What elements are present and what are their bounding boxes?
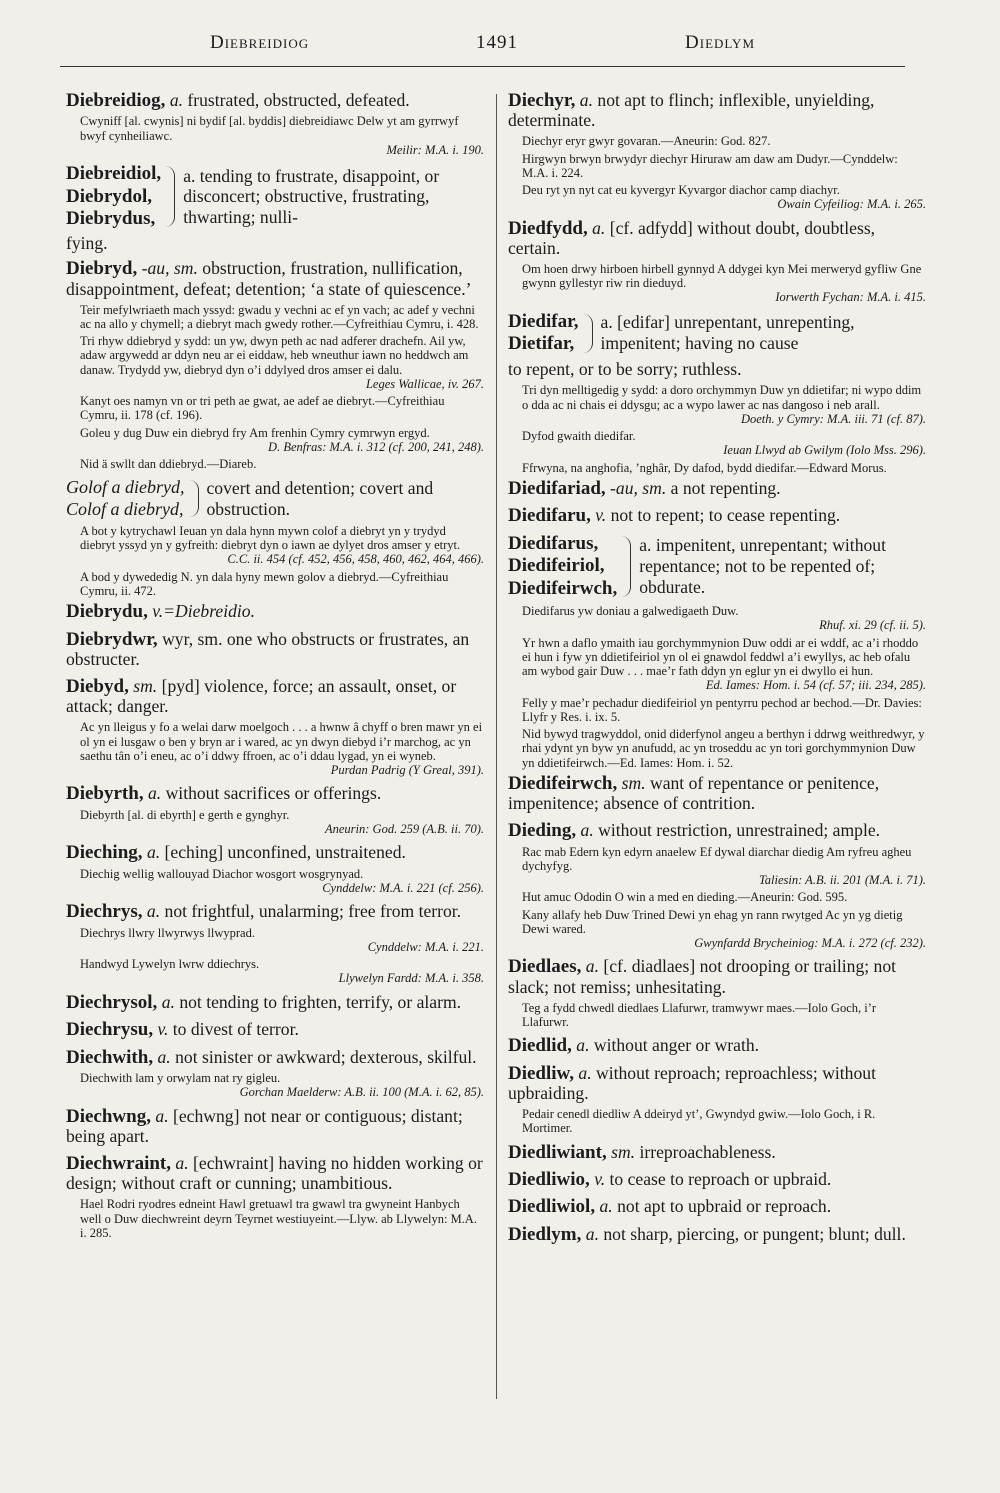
citation-list xyxy=(522,383,926,475)
citation-text: Goleu y dug Duw ein diebryd fry Am frenhin Cymry cymrwyn ergyd. xyxy=(80,425,430,440)
definition: without sacrifices or offerings. xyxy=(165,783,382,804)
running-header xyxy=(60,32,905,62)
headword: Diedliw, xyxy=(508,1062,574,1084)
headword: Dieding, xyxy=(508,820,577,842)
citation xyxy=(522,890,926,904)
grammar-label: sm. xyxy=(611,1141,636,1162)
citation-source: Aneurin: God. 259 (A.B. ii. 70). xyxy=(324,822,484,836)
entry-group xyxy=(66,163,484,230)
citation-text: Kany allafy heb Duw Trined Dewi yn ehag yn rann rwytged Ac yn yg dietig Dewi wared. xyxy=(522,907,903,936)
definition: irreproachableness. xyxy=(639,1141,776,1162)
headword: Diebreidiol, xyxy=(66,163,162,185)
definition: a. impenitent, unrepentant; without repentance; not to be repented of; obdurate. xyxy=(639,535,886,597)
citation xyxy=(80,334,484,391)
headword: Diechrysol, xyxy=(66,991,158,1013)
headword: Diebyrth, xyxy=(66,783,144,805)
citation-source: Leges Wallicae, iv. 267. xyxy=(365,376,484,391)
grouped-headwords xyxy=(66,477,185,519)
headword: Diechrys, xyxy=(66,901,143,923)
citation xyxy=(522,908,926,951)
definition: frustrated, obstructed, defeated. xyxy=(187,90,410,110)
headword: Diedlid, xyxy=(508,1035,572,1057)
grammar-label: v. xyxy=(595,505,607,526)
citation xyxy=(80,114,484,157)
citation-source: Cynddelw: M.A. i. 221 (cf. 256). xyxy=(322,880,484,895)
definition: covert and detention; covert and obstruction. xyxy=(206,477,434,519)
headword: Diebryd, xyxy=(66,258,138,280)
headword: Diedifarus, xyxy=(508,532,599,554)
definition: not sharp, piercing, or pungent; blunt; dull. xyxy=(603,1223,906,1244)
headword: Diedifariad, xyxy=(508,477,606,499)
entry-line xyxy=(66,258,484,299)
citation-text: Dyfod gwaith diedifar. xyxy=(522,429,636,444)
entry-line xyxy=(508,1196,926,1217)
dictionary-entry xyxy=(66,676,484,777)
dictionary-entry xyxy=(508,820,926,950)
headword: Diedfydd, xyxy=(508,217,588,239)
grouped-headwords xyxy=(66,163,161,230)
grammar-label: -au, sm. xyxy=(610,477,667,498)
grammar-label: a. xyxy=(579,90,593,110)
citation-text: Yr hwn a daflo ymaith iau gorchymmynion Duw oddi ar ei wddf, ac a’i rhoddo ei hun i fyw yn ddietifeiriol yn ol ei gnawdol feddwl a’i ewyllys, ac heb ofalu am wybod gair Duw . . . mae’r fath ddyn yn eglur yn ei dwyllo ei hun. xyxy=(522,635,919,679)
header-left-guide-word: Diebreidiog xyxy=(210,32,310,53)
dictionary-entry xyxy=(66,1019,484,1040)
definition: [cf. adfydd] without doubt, doubtless, certain. xyxy=(508,217,876,259)
grouped-headwords xyxy=(508,533,617,600)
citation-list xyxy=(522,1107,926,1136)
grammar-label: a. xyxy=(592,217,606,238)
citation xyxy=(80,570,484,599)
citation-text: Tri rhyw ddiebryd y sydd: un yw, dwyn peth ac nad adferer drachefn. Ail yw, adaw argywedd ar ddyn neu ar ei eiddaw, heb wneuthur iawn no heddwch am danaw. Trydydd yw, diebryd dyn o’i ddylyed dros amser ei dalu. xyxy=(80,334,469,377)
header-right-guide-word: Diedlym xyxy=(685,32,755,53)
entry-line xyxy=(66,1019,484,1040)
grammar-label: v. xyxy=(157,1019,169,1040)
citation-text: Diechyr eryr gwyr govaran.—Aneurin: God. 827. xyxy=(522,134,771,149)
entry-group xyxy=(508,533,926,600)
dictionary-entry xyxy=(66,629,484,670)
citation-list xyxy=(522,604,926,770)
headword: Diedifar, xyxy=(508,310,579,332)
definition: obstruction, frustration, nullification, disappointment, defeat; detention; ‘a state of quiescence.’ xyxy=(66,258,472,299)
citation-text: Teg a fydd chwedl diedlaes Llafurwr, tramwywr maes.—Iolo Goch, i’r Llafurwr. xyxy=(522,1000,877,1029)
page-number: 1491 xyxy=(476,32,518,53)
entry-line xyxy=(508,1063,926,1104)
citation-text: Diechig wellig wallouyad Diachor wosgort wosgrynyad. xyxy=(80,866,364,881)
entry-line xyxy=(508,218,926,259)
headword: Diebrydwr, xyxy=(66,628,158,650)
citation-text: Diedifarus yw doniau a galwedigaeth Duw. xyxy=(522,604,739,619)
headword: Diedliwio, xyxy=(508,1168,590,1190)
citation xyxy=(80,394,484,423)
headword: Diedliwiant, xyxy=(508,1141,607,1163)
entry-line xyxy=(508,1224,926,1245)
citation-text: Diechrys llwry llwyrwys llwyprad. xyxy=(80,925,255,940)
entry-line xyxy=(508,505,926,526)
citation-text: A bod y dywededig N. yn dala hyny mewn golov a diebryd.—Cyfreithiau Cymru, ii. 472. xyxy=(80,569,449,598)
citation-list xyxy=(80,303,484,472)
citation xyxy=(522,134,926,148)
entry-line xyxy=(66,901,484,922)
headword: Diedliwiol, xyxy=(508,1196,596,1218)
headword: Diedifeirwch, xyxy=(508,577,618,599)
entry-line xyxy=(508,90,926,131)
dictionary-entry xyxy=(66,90,484,157)
grammar-label: a. xyxy=(585,956,599,977)
citation-list xyxy=(80,867,484,896)
dictionary-entry xyxy=(508,1224,926,1245)
dictionary-entry xyxy=(508,478,926,499)
citation-source: Doeth. y Cymry: M.A. iii. 71 (cf. 87). xyxy=(740,411,926,426)
definition: not frightful, unalarming; free from terror. xyxy=(164,901,462,922)
citation-list xyxy=(522,845,926,951)
citation-text: Diechwith lam y orwylam nat ry gigleu. xyxy=(80,1071,281,1086)
grammar-label: a. xyxy=(147,783,162,804)
citation-text: Rac mab Edern kyn edyrn anaelew Ef dywal diarchar diedig Am ryfreu agheu dychyfyg. xyxy=(522,844,912,873)
brace xyxy=(621,536,631,597)
dictionary-entry xyxy=(508,1196,926,1217)
citation-source: Iorwerth Fychan: M.A. i. 415. xyxy=(775,290,926,305)
citation xyxy=(522,727,926,770)
citation-list xyxy=(80,926,484,986)
citation-source: D. Benfras: M.A. i. 312 (cf. 200, 241, 248). xyxy=(268,439,484,454)
citation-text: Kanyt oes namyn vn or tri peth ae gwat, ae adef ae diebryt.—Cyfreithiau Cymru, ii. 178 (cf. 196). xyxy=(80,394,445,423)
headword: Diebyd, xyxy=(66,675,129,697)
citation xyxy=(80,303,484,332)
headword: Diedlaes, xyxy=(508,956,582,978)
citation-text: A bot y kytrychawl Ieuan yn dala hynn mywn colof a diebryt yn y trydyd diebryt yssyd yn y gyfreith: diebryt dyn o iawn ae dylyet dros amser y etryt. xyxy=(80,523,461,553)
citation xyxy=(522,845,926,888)
entry-line xyxy=(66,601,484,622)
dictionary-entry xyxy=(66,258,484,471)
definition: want of repentance or penitence, impenitence; absence of contrition. xyxy=(508,772,880,814)
definition: without anger or wrath. xyxy=(593,1035,760,1056)
citation xyxy=(80,524,484,567)
citation xyxy=(522,152,926,181)
citation xyxy=(80,457,484,471)
citation-source: Rhuf. xi. 29 (cf. ii. 5). xyxy=(819,618,926,633)
definition: to cease to reproach or upbraid. xyxy=(609,1168,832,1189)
citation-text: Hut amuc Ododin O win a med en dieding.—Aneurin: God. 595. xyxy=(522,890,848,905)
headword: Diebrydus, xyxy=(66,208,156,230)
entry-line xyxy=(66,1047,484,1068)
citation-list xyxy=(80,1071,484,1100)
dictionary-entry xyxy=(66,1106,484,1147)
citation-text: Om hoen drwy hirboen hirbell gynnyd A ddygei kyn Mei merweryd gyfliw Gne gwynn gyllestyr riw rin dieduyd. xyxy=(522,261,922,291)
citation-list xyxy=(80,114,484,157)
grammar-label: a. xyxy=(157,1046,171,1067)
citation-source: Ieuan Llwyd ab Gwilym (Iolo Mss. 296). xyxy=(723,443,926,458)
grammar-label: a. xyxy=(169,90,184,110)
headword: Diechrysu, xyxy=(66,1019,154,1041)
citation xyxy=(522,383,926,426)
definition: a. tending to frustrate, disappoint, or disconcert; obstructive, frustrating, thwarting; nulli- xyxy=(183,165,440,228)
definition: not tending to frighten, terrify, or alarm. xyxy=(179,991,462,1012)
grammar-label: sm. xyxy=(621,772,646,793)
citation xyxy=(522,461,926,475)
definition: to divest of terror. xyxy=(172,1019,299,1040)
dictionary-entry xyxy=(66,783,484,836)
citation xyxy=(522,604,926,633)
citation-text: Diebyrth [al. di ebyrth] e gerth e gynghyr. xyxy=(80,807,290,822)
citation-text: Ac yn lleigus y fo a welai darw moelgoch . . . a hwnw â chyff o bren mawr yn ei ol yn ei lusgaw o ben y bryn ar i wared, ac yn dwyn diebyd i’r marchog, ac yn saethu tân o’i eneu, ac o’i ddwy ffroen, ac o’i ddau lygad, yn ei wyneb. xyxy=(80,720,483,763)
brace xyxy=(189,480,199,516)
definition: [eching] unconfined, unstraitened. xyxy=(164,842,406,863)
grammar-label: -au, sm. xyxy=(141,258,198,279)
entry-group xyxy=(508,311,926,356)
grammar-label: a. xyxy=(580,820,594,841)
citation-list xyxy=(80,1197,484,1240)
citation-source: Meilir: M.A. i. 190. xyxy=(386,142,484,157)
citation-list xyxy=(80,720,484,777)
grammar-label: a. xyxy=(146,901,161,922)
dictionary-entry xyxy=(66,1153,484,1240)
headword: Diedifaru, xyxy=(508,505,591,527)
column-divider xyxy=(496,94,497,1399)
grammar-label: a. xyxy=(576,1035,590,1056)
dictionary-entry xyxy=(508,1035,926,1056)
definition: [cf. diadlaes] not drooping or trailing; not slack; not remiss; unhesitating. xyxy=(508,956,897,997)
citation-source: Ed. Iames: Hom. i. 54 (cf. 57; iii. 234, 285). xyxy=(705,678,926,693)
headword: Diebreidiog, xyxy=(66,90,166,111)
citation xyxy=(80,926,484,955)
headword: Diebrydol, xyxy=(66,185,153,207)
citation xyxy=(80,1197,484,1240)
entry-line xyxy=(66,90,484,111)
left-column xyxy=(66,90,484,1246)
dictionary-entry xyxy=(66,601,484,622)
definition: wyr, sm. one who obstructs or frustrates, an obstructer. xyxy=(66,628,470,670)
definition: a not repenting. xyxy=(670,477,781,498)
definition: [echwraint] having no hidden working or design; without craft or cunning; unambitious. xyxy=(66,1152,483,1194)
entry-line xyxy=(508,1169,926,1190)
definition-continued: fying. xyxy=(66,233,108,254)
citation-text: Deu ryt yn nyt cat eu kyvergyr Kyvargor diachor camp diachyr. xyxy=(522,183,840,198)
citation-source: Taliesin: A.B. ii. 201 (M.A. i. 71). xyxy=(758,873,926,888)
entry-line xyxy=(508,820,926,841)
citation-list xyxy=(80,808,484,837)
brace xyxy=(165,166,175,227)
definition: not apt to flinch; inflexible, unyielding, determinate. xyxy=(508,90,875,131)
citation xyxy=(80,426,484,455)
grammar-label: v.=Diebreidio. xyxy=(152,601,255,622)
entry-group xyxy=(66,477,484,519)
citation-text: Cwyniff [al. cwynis] ni bydif [al. byddis] diebreidiawc Delw yt am gyrrwyf bwyf cynheiliawc. xyxy=(80,114,459,143)
headword: Diechwraint, xyxy=(66,1152,172,1174)
citation xyxy=(80,808,484,837)
grammar-label: a. xyxy=(155,1105,169,1126)
dictionary-entry xyxy=(508,90,926,212)
grammar-label: a. xyxy=(175,1152,189,1173)
citation-source: Gwynfardd Brycheiniog: M.A. i. 272 (cf. 232). xyxy=(694,936,926,951)
headword: Diedlym, xyxy=(508,1223,582,1245)
entry-line xyxy=(66,842,484,863)
citation-source: Gorchan Maelderw: A.B. ii. 100 (M.A. i. 62, 85). xyxy=(239,1085,484,1100)
entry-line xyxy=(508,1035,926,1056)
dictionary-entry xyxy=(508,1169,926,1190)
dictionary-entry xyxy=(508,218,926,305)
citation xyxy=(522,429,926,458)
citation-text: Nid ä swllt dan ddiebryd.—Diareb. xyxy=(80,457,257,472)
definition: [echwng] not near or contiguous; distant; being apart. xyxy=(66,1105,463,1147)
citation-text: Teir mefylwriaeth mach yssyd: gwadu y vechni ac ef yn vach; ac adef y vechni ac na allo y chymell; a diebryt mach gwedy rother.—Cyfreithiau Cymru, i. 428. xyxy=(80,302,479,331)
citation xyxy=(522,636,926,693)
citation xyxy=(522,1107,926,1136)
citation-list xyxy=(522,1001,926,1030)
entry-line xyxy=(66,1153,484,1194)
citation-source: C.C. ii. 454 (cf. 452, 456, 458, 460, 462, 464, 466). xyxy=(227,552,484,567)
definition-continued: to repent, or to be sorry; ruthless. xyxy=(508,358,742,379)
dictionary-entry xyxy=(508,773,926,814)
headword: Dietifar, xyxy=(508,333,575,355)
citation xyxy=(522,262,926,305)
headword: Golof a diebryd, xyxy=(66,477,185,498)
dictionary-entry xyxy=(66,992,484,1013)
citation-text: Felly y mae’r pechadur diedifeiriol yn pentyrru pechod ar bechod.—Dr. Davies: Llyfr y Res. i. ix. 5. xyxy=(522,695,922,724)
dictionary-entry xyxy=(508,1142,926,1163)
header-rule xyxy=(60,66,905,67)
citation-source: Cynddelw: M.A. i. 221. xyxy=(367,939,484,954)
citation xyxy=(522,696,926,725)
definition: not apt to upbraid or reproach. xyxy=(617,1196,832,1217)
citation-text: Tri dyn melltigedig y sydd: a doro orchymmyn Duw yn ddietifar; ni wypo ddim o dda ac ni chais ei ddysgu; ac a wypo lawer ac nas dangoso i neb arall. xyxy=(522,383,922,412)
citation xyxy=(80,720,484,777)
citation-text: Nid bywyd tragwyddol, onid diderfynol angeu a berthyn i ddrwg weithredwyr, y rhai ydynt yn byw yn anufudd, ac yn troseddu ac yn tori gorchymmynion Duw yn ddietifeirwch.—Ed. Iames: Hom. i. 52. xyxy=(522,727,925,770)
grammar-label: a. xyxy=(161,991,175,1012)
headword: Colof a diebryd, xyxy=(66,498,184,519)
definition: a. [edifar] unrepentant, unrepenting, impenitent; having no cause xyxy=(600,312,855,354)
headword: Diebrydu, xyxy=(66,601,148,623)
citation-text: Pedair cenedl diedliw A ddeiryd yt’, Gwyndyd gwiw.—Iolo Goch, i R. Mortimer. xyxy=(522,1107,876,1136)
citation xyxy=(80,1071,484,1100)
entry-line xyxy=(66,783,484,804)
dictionary-entry xyxy=(66,842,484,895)
entry-line xyxy=(66,1106,484,1147)
headword: Dieching, xyxy=(66,842,143,864)
citation-source: Owain Cyfeiliog: M.A. i. 265. xyxy=(777,197,926,212)
citation-text: Ffrwyna, na anghofia, ’nghâr, Dy dafod, bydd diedifar.—Edward Morus. xyxy=(522,460,887,475)
grammar-label: v. xyxy=(594,1168,606,1189)
entry-line xyxy=(66,992,484,1013)
entry-line xyxy=(508,1142,926,1163)
citation-list xyxy=(522,134,926,211)
entry-line xyxy=(508,773,926,814)
grammar-label: a. xyxy=(578,1062,592,1083)
definition: without reproach; reproachless; without upbraiding. xyxy=(508,1062,876,1104)
grammar-label: sm. xyxy=(133,675,158,696)
citation xyxy=(80,957,484,986)
citation xyxy=(522,183,926,212)
citation-list xyxy=(522,262,926,305)
headword: Diedifeiriol, xyxy=(508,555,605,577)
entry-line xyxy=(508,956,926,997)
dictionary-entry xyxy=(66,901,484,985)
citation-text: Handwyd Lywelyn lwrw ddiechrys. xyxy=(80,957,260,972)
entry-line xyxy=(66,629,484,670)
citation xyxy=(80,867,484,896)
grammar-label: a. xyxy=(599,1196,613,1217)
dictionary-entry xyxy=(66,1047,484,1100)
dictionary-entry xyxy=(508,1063,926,1136)
citation-text: Hael Rodri ryodres edneint Hawl gretuawl tra gwawl tra gwyneint Hanbych well o Duw diechwreint deyrn Teyrnet westiuyeint.—Llyw. ab Llywelyn: M.A. i. 285. xyxy=(80,1197,477,1240)
definition: without restriction, unrestrained; ample. xyxy=(598,820,881,841)
headword: Diechwith, xyxy=(66,1046,154,1068)
grammar-label: a. xyxy=(146,842,161,863)
grouped-headwords xyxy=(508,311,579,356)
entry-line xyxy=(66,676,484,717)
citation-source: Purdan Padrig (Y Greal, 391). xyxy=(330,763,484,778)
definition: [pyd] violence, force; an assault, onset, or attack; danger. xyxy=(66,675,457,717)
citation-list xyxy=(80,524,484,598)
dictionary-entry xyxy=(508,505,926,526)
headword: Diedifeirwch, xyxy=(508,772,618,794)
brace xyxy=(583,314,593,353)
headword: Diechyr, xyxy=(508,90,576,111)
definition: not sinister or awkward; dexterous, skilful. xyxy=(175,1046,477,1067)
grammar-label: a. xyxy=(585,1223,599,1244)
dictionary-entry xyxy=(508,956,926,1029)
headword: Diechwng, xyxy=(66,1105,151,1127)
citation-source: Llywelyn Fardd: M.A. i. 358. xyxy=(338,971,484,986)
citation-text: Hirgwyn brwyn brwydyr diechyr Hiruraw am daw am Dudyr.—Cynddelw: M.A. i. 224. xyxy=(522,151,898,180)
entry-line xyxy=(508,478,926,499)
right-column xyxy=(508,90,926,1251)
citation xyxy=(522,1001,926,1030)
definition: not to repent; to cease repenting. xyxy=(610,505,841,526)
